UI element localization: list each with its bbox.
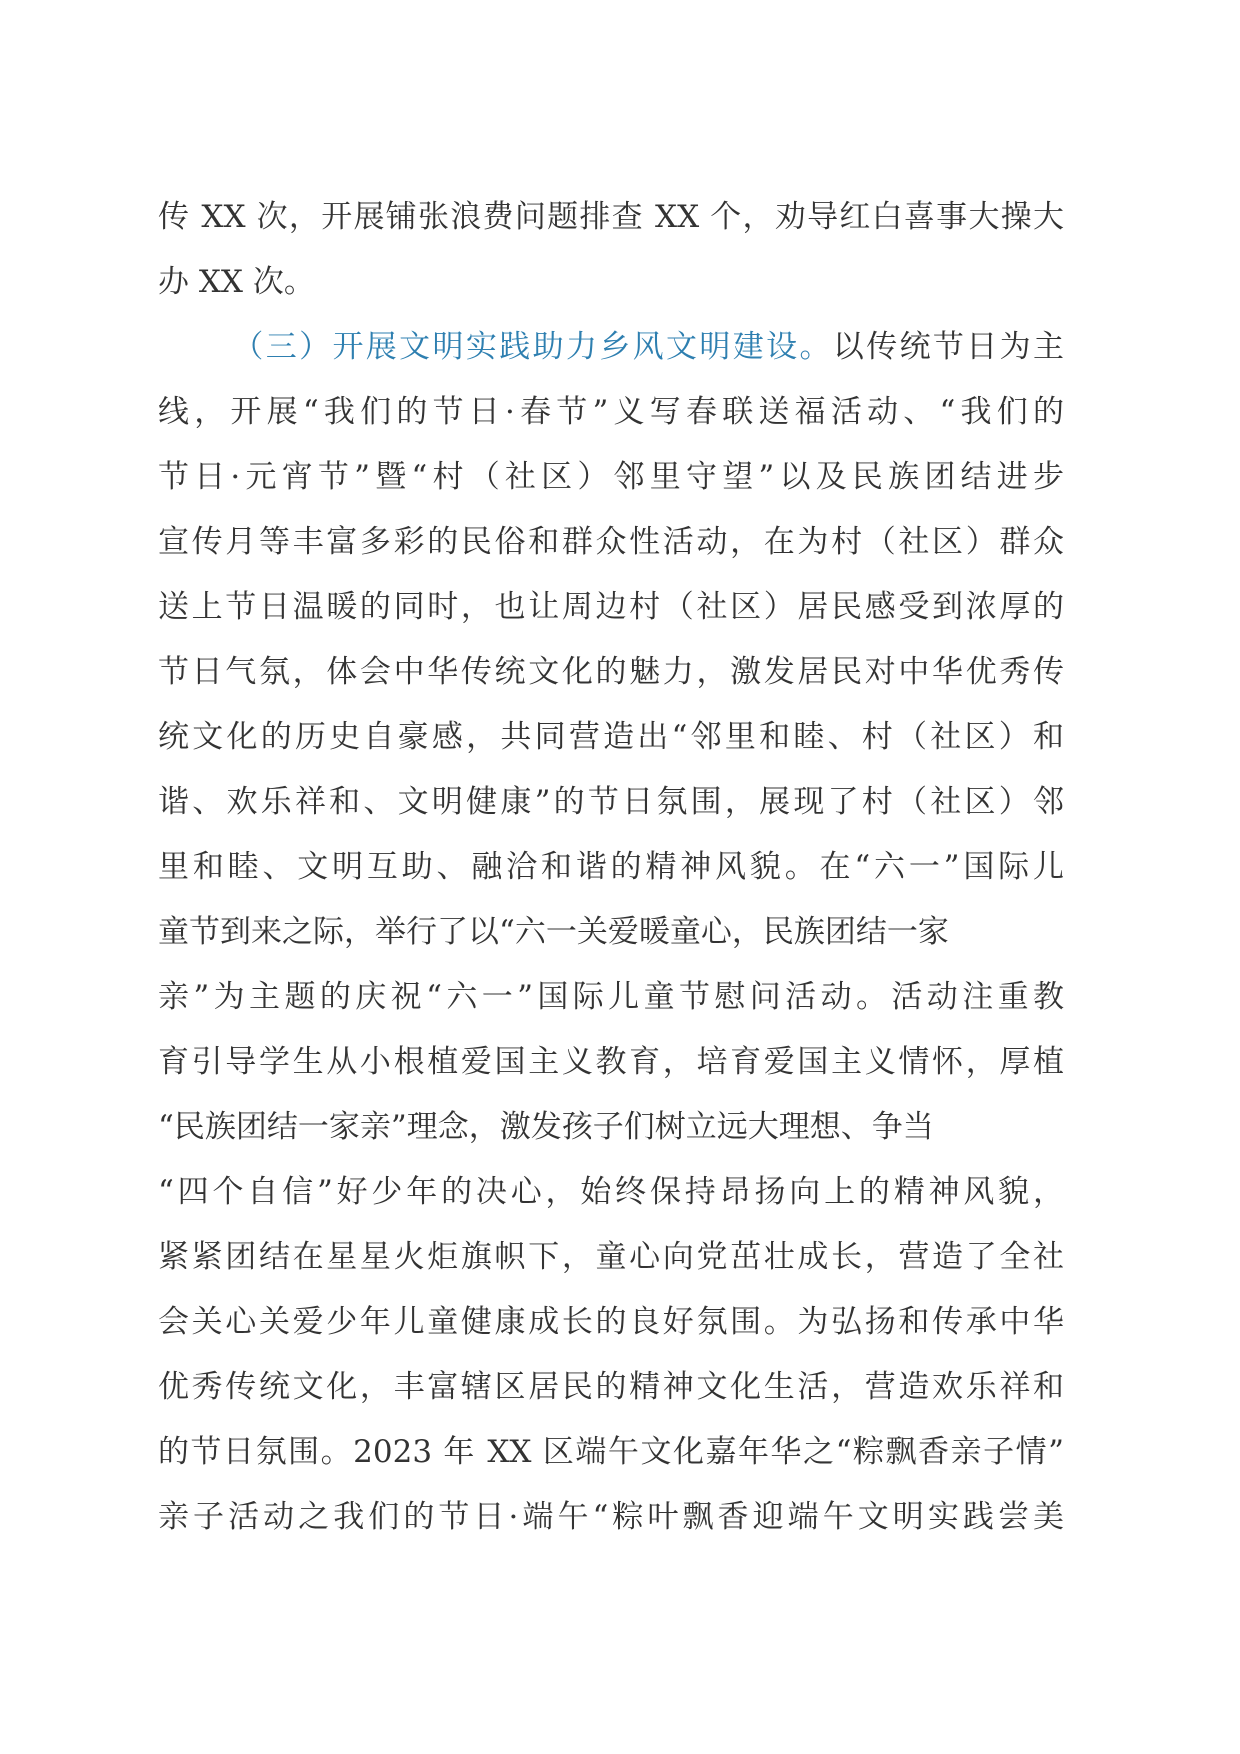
paragraph-2-line: 谐、欢乐祥和、文明健康”的节日氛围，展现了村（社区）邻 [158,784,1064,820]
document-body [158,185,1064,1550]
paragraph-1-line-2: 办 XX 次。 [158,264,315,300]
paragraph-1-line-1: 传 XX 次，开展铺张浪费问题排查 XX 个，劝导红白喜事大操大 [158,199,1064,235]
paragraph-2-line: 里和睦、文明互助、融洽和谐的精神风貌。在“六一”国际儿 [158,849,1064,885]
paragraph-2-line-1-rest: 以传统节日为主 [832,329,1065,365]
paragraph-2-line: 会关心关爱少年儿童健康成长的良好氛围。为弘扬和传承中华 [158,1304,1064,1340]
paragraph-2-line: 育引导学生从小根植爱国主义教育，培育爱国主义情怀，厚植 [158,1044,1064,1080]
paragraph-2-line: 紧紧团结在星星火炬旗帜下，童心向党茁壮成长，营造了全社 [158,1239,1064,1275]
paragraph-2-line: 线，开展“我们的节日·春节”义写春联送福活动、“我们的 [158,394,1064,430]
paragraph-2-line: 亲”为主题的庆祝“六一”国际儿童节慰问活动。活动注重教 [158,979,1064,1015]
paragraph-2-line: 童节到来之际，举行了以“六一关爱暖童心，民族团结一家 [158,914,949,950]
paragraph-2-line: 节日·元宵节”暨“村（社区）邻里守望”以及民族团结进步 [158,459,1064,495]
paragraph-2-line: 节日气氛，体会中华传统文化的魅力，激发居民对中华优秀传 [158,654,1064,690]
paragraph-2-line: 亲子活动之我们的节日·端午“粽叶飘香迎端午文明实践尝美 [158,1499,1064,1535]
paragraph-2-line: “民族团结一家亲”理念，激发孩子们树立远大理想、争当 [158,1109,934,1145]
paragraph-2-line: 统文化的历史自豪感，共同营造出“邻里和睦、村（社区）和 [158,719,1064,755]
paragraph-2-line: 的节日氛围。2023 年 XX 区端午文化嘉年华之“粽飘香亲子情” [158,1434,1064,1470]
paragraph-2-line: 宣传月等丰富多彩的民俗和群众性活动，在为村（社区）群众 [158,524,1064,560]
paragraph-2-line: 优秀传统文化，丰富辖区居民的精神文化生活，营造欢乐祥和 [158,1369,1064,1405]
section-heading: （三）开展文明实践助力乡风文明建设。 [230,329,833,365]
paragraph-2-line: 送上节日温暖的同时，也让周边村（社区）居民感受到浓厚的 [158,589,1064,625]
paragraph-2-line: “四个自信”好少年的决心，始终保持昂扬向上的精神风貌， [158,1174,1064,1210]
paragraph-2-line-1 [158,315,1064,380]
